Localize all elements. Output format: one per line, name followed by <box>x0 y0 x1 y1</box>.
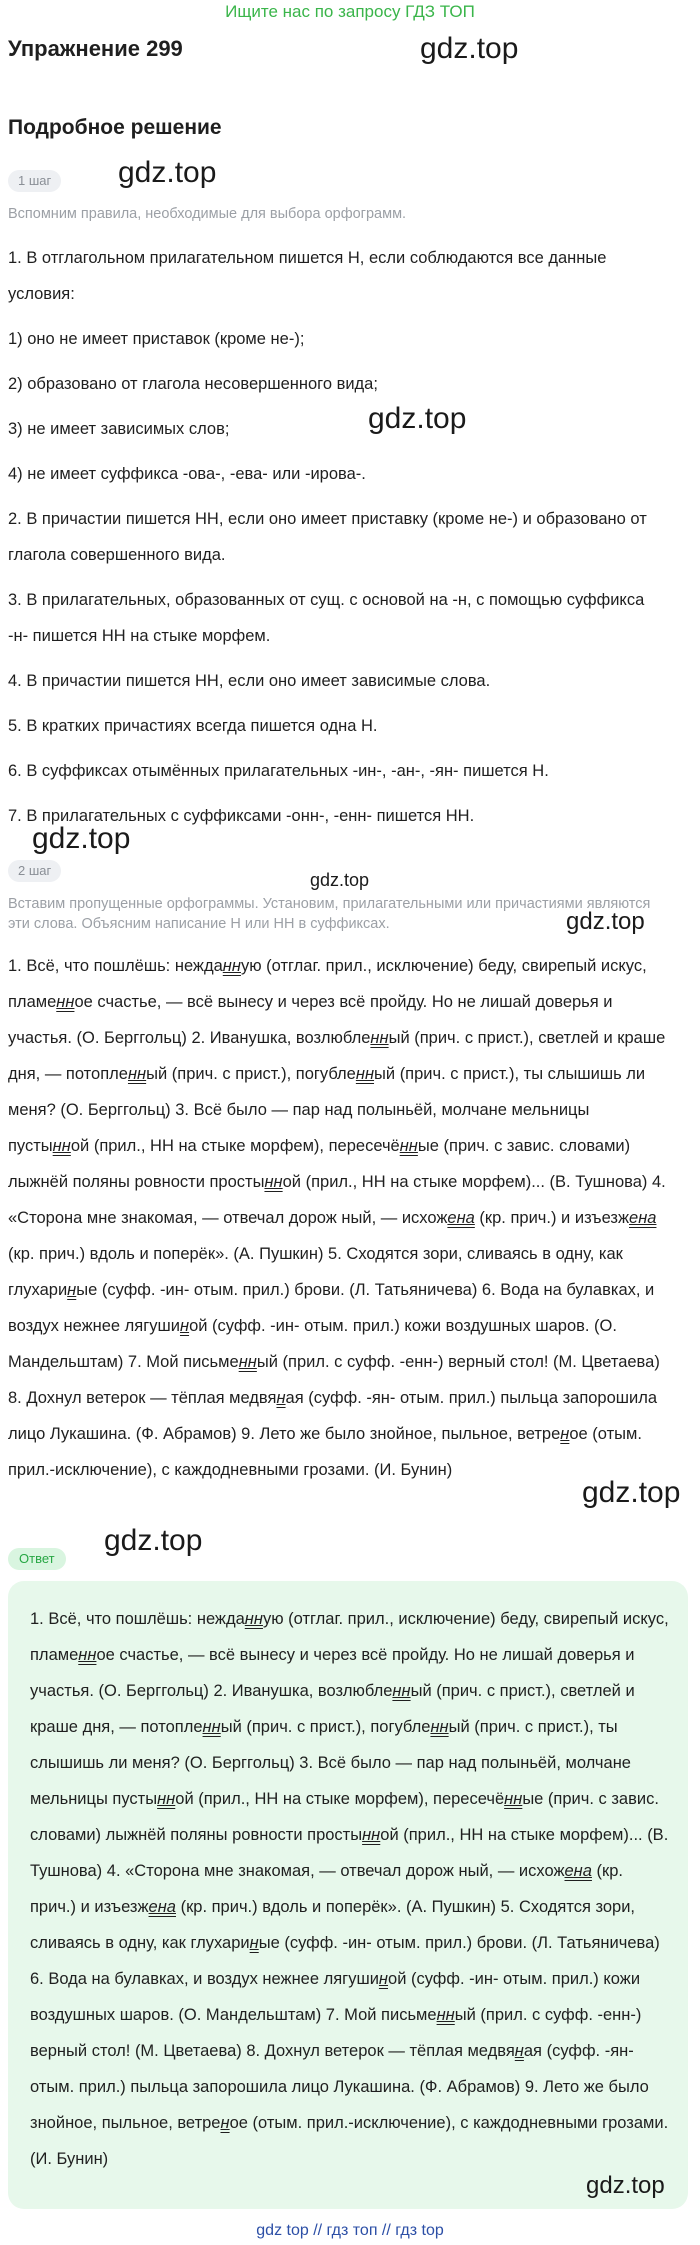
inserted-letters: н <box>179 1317 190 1335</box>
text-segment: ой (прил., НН на стыке морфем), пересечё <box>175 1790 505 1808</box>
text-segment: ые (прич. с завис. словами) лыжнёй поляны ровности просты <box>30 1790 659 1844</box>
inserted-letters: н <box>514 2042 524 2060</box>
rule-item: 7. В прилагательных с суффиксами -онн-, -енн- пишется НН. <box>8 807 475 825</box>
watermark: gdz.top <box>118 156 217 189</box>
footer-links[interactable]: gdz top // гдз топ // гдз top <box>256 2222 444 2239</box>
text-segment: ое (отым. прил.-исключение), с каждодневными грозами. (И. Бунин) <box>30 2114 669 2168</box>
rule-item: 2) образовано от глагола несовершенного вида; <box>8 375 378 393</box>
text-segment: ый (прич. с прист.), ты слышишь ли меня? (О. Берггольц) 3. Всё было — пар над полыньёй, молчане мельницы пусты <box>8 1065 646 1155</box>
step-badge-1: 1 шаг <box>8 170 61 192</box>
text-segment: ый (прич. с прист.), светлей и краше дня, — потопле <box>30 1682 635 1736</box>
step-hint-2: Вставим пропущенные орфограммы. Установим, прилагательными или причастиями являются эти слова. Объясним написание Н или НН в суффиксах. <box>8 896 651 932</box>
inserted-letters: н <box>249 1934 259 1952</box>
solution-text <box>8 948 673 1488</box>
inserted-letters: нн <box>52 1137 71 1155</box>
inserted-letters: нн <box>392 1682 411 1700</box>
rule-item: 1) оно не имеет приставок (кроме не-); <box>8 330 305 348</box>
inserted-letters: н <box>276 1389 286 1407</box>
inserted-letters: н <box>560 1425 570 1443</box>
inserted-letters: нн <box>362 1826 381 1844</box>
rules-list <box>8 240 658 843</box>
rule-item: 3) не имеет зависимых слов; <box>8 420 230 438</box>
rule-item: 4. В причастии пишется НН, если оно имеет зависимые слова. <box>8 672 491 690</box>
rule-item: 1. В отглагольном прилагательном пишется Н, если соблюдаются все данные условия: <box>8 249 607 303</box>
text-segment: 1. Всё, что пошлёшь: нежда <box>8 957 223 975</box>
text-segment: ый (прил. с суфф. -енн-) верный стол! (М. Цветаева) 8. Дохнул ветерок — тёплая медвя <box>30 2006 642 2060</box>
text-segment: 1. Всё, что пошлёшь: нежда <box>30 1610 245 1628</box>
text-segment: ый (прич. с прист.), ты слышишь ли меня? (О. Берггольц) 3. Всё было — пар над полыньёй, молчане мельницы пусты <box>30 1718 631 1808</box>
text-segment: ой (прил., НН на стыке морфем), пересечё <box>70 1137 400 1155</box>
text-segment: ой (суфф. -ин- отым. прил.) кожи воздушных шаров. (О. Мандельштам) 7. Мой письме <box>8 1317 617 1371</box>
inserted-letters: нн <box>504 1790 523 1808</box>
watermark: gdz.top <box>310 870 370 890</box>
rule-item: 2. В причастии пишется НН, если оно имеет приставку (кроме не-) и образовано от глагола совершенного вида. <box>8 510 647 564</box>
inserted-letters: нн <box>202 1718 221 1736</box>
text-segment: (кр. прич.) вдоль и поперёк». (А. Пушкин) 5. Сходятся зори, сливаясь в одну, как глухари <box>30 1898 636 1952</box>
watermark: gdz.top <box>582 1476 681 1509</box>
inserted-letters: нн <box>244 1610 263 1628</box>
inserted-letters: нн <box>355 1065 375 1083</box>
section-title: Подробное решение <box>8 116 222 139</box>
rule-item: 5. В кратких причастиях всегда пишется одна Н. <box>8 717 378 735</box>
rule-item: 6. В суффиксах отымённых прилагательных -ин-, -ан-, -ян- пишется Н. <box>8 762 549 780</box>
inserted-letters: н <box>67 1281 77 1299</box>
text-segment: ый (прил. с суфф. -енн-) верный стол! (М. Цветаева) 8. Дохнул ветерок — тёплая медвя <box>8 1353 660 1407</box>
text-segment: (кр. прич.) и изъезж <box>474 1209 630 1227</box>
inserted-letters: нн <box>238 1353 257 1371</box>
inserted-letters: нн <box>436 2006 455 2024</box>
inserted-letters: н <box>378 1970 389 1988</box>
inserted-letters: ена <box>148 1898 176 1916</box>
watermark: gdz.top <box>368 402 467 435</box>
watermark: gdz.top <box>32 822 131 855</box>
text-segment: ой (прил., НН на стыке морфем)... (В. Тушнова) 4. «Сторона мне знакомая, — отвечал дорож ный, — исхож <box>8 1173 666 1227</box>
inserted-letters: нн <box>264 1173 283 1191</box>
inserted-letters: ена <box>629 1209 657 1227</box>
text-segment: ый (прич. с прист.), погубле <box>146 1065 356 1083</box>
inserted-letters: нн <box>370 1029 389 1047</box>
inserted-letters: нн <box>56 993 75 1011</box>
rule-item: 3. В прилагательных, образованных от сущ. с основой на -н, с помощью суффикса -н- пишется НН на стыке морфем. <box>8 591 645 645</box>
text-segment: ые (прич. с завис. словами) лыжнёй поляны ровности просты <box>8 1137 631 1191</box>
promo-banner[interactable]: Ищите нас по запросу ГДЗ ТОП <box>225 2 475 21</box>
text-segment: ую (отглаг. прил., исключение) беду, свирепый искус, пламе <box>30 1610 669 1664</box>
inserted-letters: н <box>220 2114 230 2132</box>
text-segment: ое счастье, — всё вынесу и через всё пройду. Но не лишай доверья и участья. (О. Берггольц) 2. Иванушка, возлюбле <box>30 1646 635 1700</box>
inserted-letters: нн <box>157 1790 176 1808</box>
text-segment: ое счастье, — всё вынесу и через всё пройду. Но не лишай доверья и участья. (О. Берггольц) 2. Иванушка, возлюбле <box>8 993 613 1047</box>
inserted-letters: нн <box>127 1065 147 1083</box>
inserted-letters: нн <box>78 1646 97 1664</box>
text-segment: ая (суфф. -ян- отым. прил.) пыльца запорошила лицо Лукашина. (Ф. Абрамов) 9. Лето же было знойное, пыльное, ветре <box>30 2042 649 2132</box>
text-segment: ые (суфф. -ин- отым. прил.) брови. (Л. Татьяничева) 6. Вода на булавках, и воздух нежнее лягуши <box>8 1281 655 1335</box>
watermark: gdz.top <box>420 32 519 65</box>
text-segment: ую (отглаг. прил., исключение) беду, свирепый искус, пламе <box>8 957 647 1011</box>
inserted-letters: нн <box>222 957 241 975</box>
answer-badge: Ответ <box>8 1548 66 1570</box>
step-hint-1: Вспомним правила, необходимые для выбора орфограмм. <box>8 206 407 222</box>
text-segment: ый (прич. с прист.), погубле <box>220 1718 431 1736</box>
inserted-letters: нн <box>399 1137 418 1155</box>
text-segment: (кр. прич.) и изъезж <box>30 1862 623 1916</box>
watermark: gdz.top <box>104 1524 203 1557</box>
step-badge-2: 2 шаг <box>8 860 61 882</box>
inserted-letters: ена <box>564 1862 592 1880</box>
text-segment: (кр. прич.) вдоль и поперёк». (А. Пушкин) 5. Сходятся зори, сливаясь в одну, как глухари <box>8 1245 623 1299</box>
watermark: gdz.top <box>566 908 645 935</box>
inserted-letters: ена <box>447 1209 475 1227</box>
text-segment: ой (суфф. -ин- отым. прил.) кожи воздушных шаров. (О. Мандельштам) 7. Мой письме <box>30 1970 641 2024</box>
text-segment: ая (суфф. -ян- отым. прил.) пыльца запорошила лицо Лукашина. (Ф. Абрамов) 9. Лето же было знойное, пыльное, ветре <box>8 1389 658 1443</box>
text-segment: ой (прил., НН на стыке морфем)... (В. Тушнова) 4. «Сторона мне знакомая, — отвечал дорож ный, — исхож <box>30 1826 669 1880</box>
watermark: gdz.top <box>586 2172 665 2199</box>
rule-item: 4) не имеет суффикса -ова-, -ева- или -ирова-. <box>8 465 366 483</box>
text-segment: ое (отым. прил.-исключение), с каждодневными грозами. (И. Бунин) <box>8 1425 642 1479</box>
text-segment: ый (прич. с прист.), светлей и краше дня, — потопле <box>8 1029 666 1083</box>
page-title: Упражнение 299 <box>8 36 183 61</box>
inserted-letters: нн <box>430 1718 449 1736</box>
text-segment: ые (суфф. -ин- отым. прил.) брови. (Л. Татьяничева) 6. Вода на булавках, и воздух нежнее лягуши <box>30 1934 660 1988</box>
answer-text <box>30 1601 670 2177</box>
